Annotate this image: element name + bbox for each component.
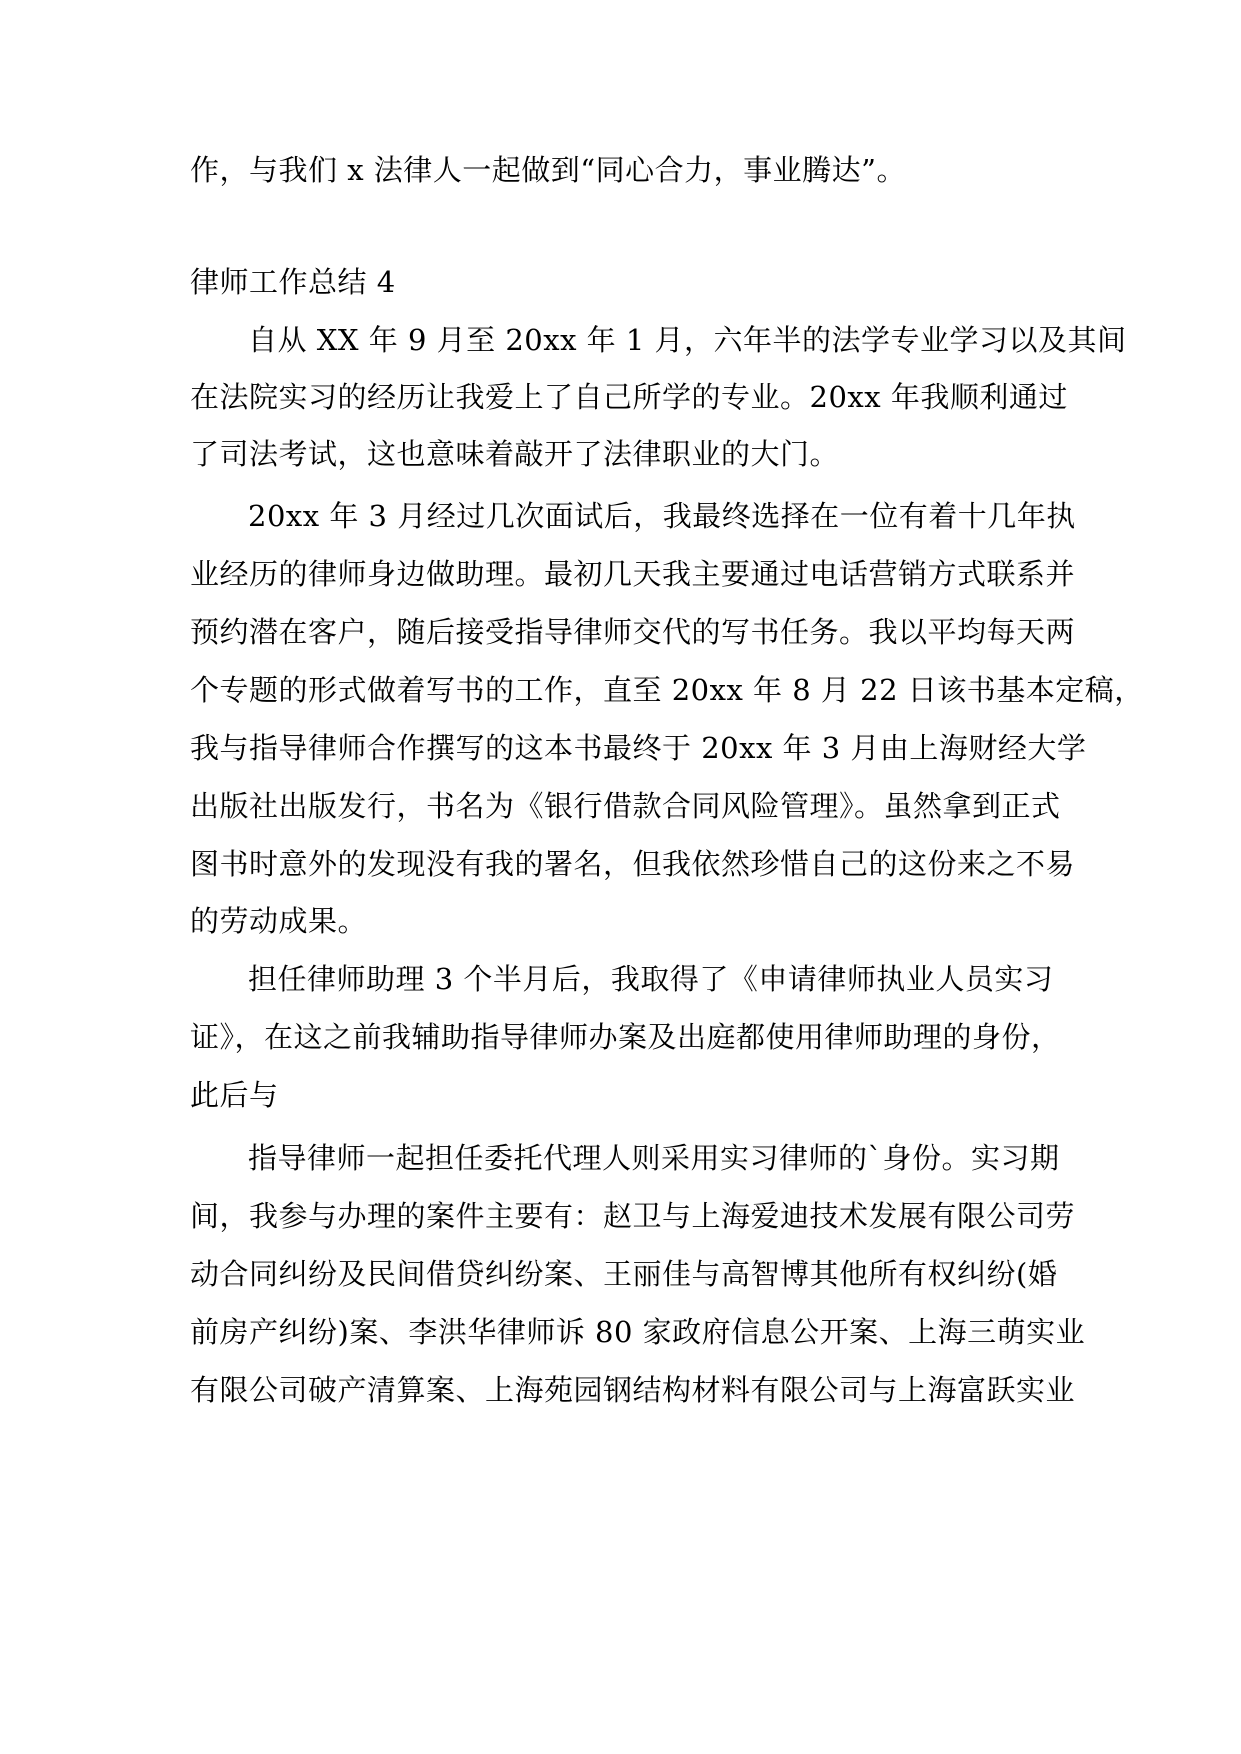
paragraph-line: 间，我参与办理的案件主要有：赵卫与上海爱迪技术发展有限公司劳	[190, 1199, 1076, 1233]
paragraph-line: 我与指导律师合作撰写的这本书最终于 20xx 年 3 月由上海财经大学	[190, 731, 1087, 765]
paragraph-line: 20xx 年 3 月经过几次面试后，我最终选择在一位有着十几年执	[248, 499, 1076, 533]
paragraph-line: 个专题的形式做着写书的工作，直至 20xx 年 8 月 22 日该书基本定稿，	[190, 673, 1144, 707]
paragraph-line: 指导律师一起担任委托代理人则采用实习律师的`身份。实习期	[248, 1141, 1060, 1175]
paragraph-line: 业经历的律师身边做助理。最初几天我主要通过电话营销方式联系并	[190, 557, 1076, 591]
paragraph-line: 在法院实习的经历让我爱上了自己所学的专业。20xx 年我顺利通过	[190, 380, 1068, 414]
paragraph-line: 预约潜在客户，随后接受指导律师交代的写书任务。我以平均每天两	[190, 615, 1076, 649]
paragraph-line: 出版社出版发行，书名为《银行借款合同风险管理》。虽然拿到正式	[190, 789, 1061, 823]
paragraph-line: 担任律师助理 3 个半月后，我取得了《申请律师执业人员实习	[248, 962, 1054, 996]
paragraph-line: 前房产纠纷)案、李洪华律师诉 80 家政府信息公开案、上海三萌实业	[190, 1315, 1086, 1349]
paragraph-line: 自从 XX 年 9 月至 20xx 年 1 月，六年半的法学专业学习以及其间	[248, 323, 1127, 357]
paragraph-line: 了司法考试，这也意味着敲开了法律职业的大门。	[190, 437, 840, 471]
paragraph-line: 动合同纠纷及民间借贷纠纷案、王丽佳与高智博其他所有权纠纷(婚	[190, 1257, 1058, 1291]
paragraph-line: 有限公司破产清算案、上海苑园钢结构材料有限公司与上海富跃实业	[190, 1373, 1076, 1407]
paragraph-line: 证》，在这之前我辅助指导律师办案及出庭都使用律师助理的身份，	[190, 1020, 1061, 1054]
paragraph-line: 此后与	[190, 1078, 279, 1112]
section-title: 律师工作总结 4	[190, 265, 396, 299]
paragraph-line: 图书时意外的发现没有我的署名，但我依然珍惜自己的这份来之不易	[190, 847, 1076, 881]
paragraph-line: 的劳动成果。	[190, 904, 368, 938]
opening-line: 作，与我们 x 法律人一起做到“同心合力，事业腾达”。	[190, 153, 906, 187]
